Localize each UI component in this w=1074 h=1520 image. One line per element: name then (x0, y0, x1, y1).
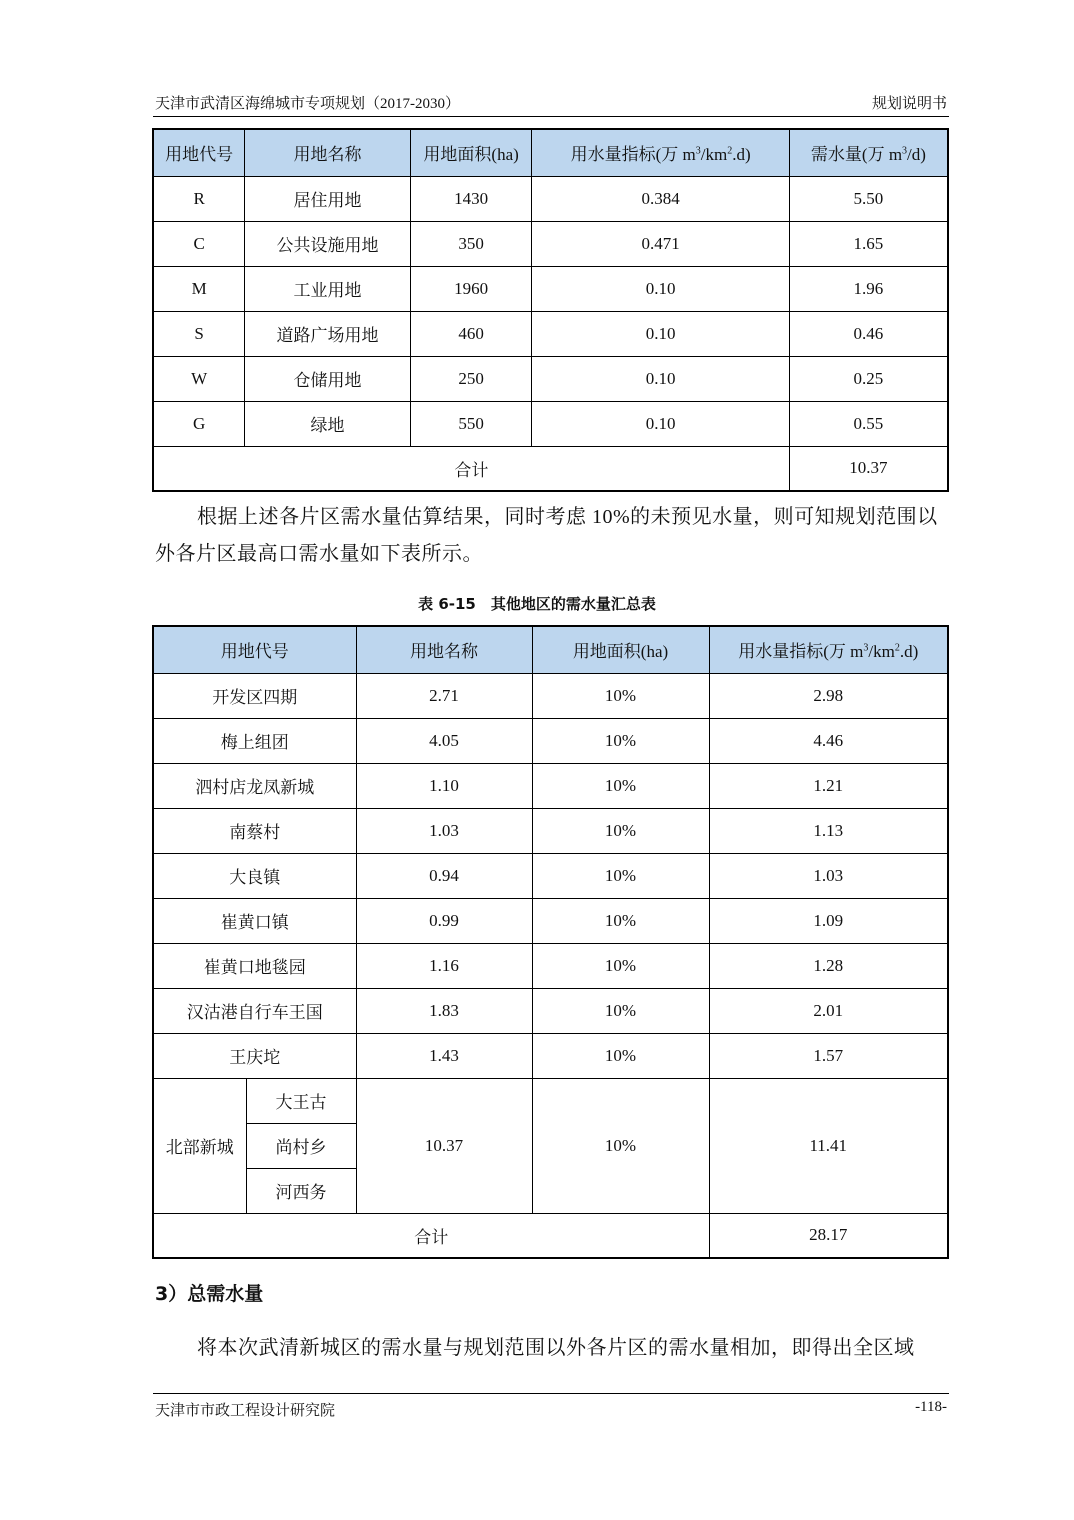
table-row (153, 1033, 948, 1078)
cell-demand: 1.96 (789, 266, 948, 311)
section-heading: 3）总需水量 (155, 1283, 264, 1305)
body-paragraph: 将本次武清新城区的需水量与规划范围以外各片区的需水量相加，即得出全区域 (197, 1337, 915, 1359)
total-row (153, 1213, 948, 1258)
cell-demand: 2.98 (709, 673, 948, 718)
cell-demand: 1.03 (709, 853, 948, 898)
cell-area-name: 崔黄口镇 (153, 898, 356, 943)
footer-institute: 天津市市政工程设计研究院 (155, 1403, 336, 1419)
table-row (153, 401, 948, 446)
cell-area-name: 南蔡村 (153, 808, 356, 853)
table-row (153, 853, 948, 898)
total-row (153, 446, 948, 491)
cell-demand: 0.46 (789, 311, 948, 356)
cell-name: 仓储用地 (245, 356, 411, 401)
table-row (153, 808, 948, 853)
group-sub-item: 大王古 (246, 1078, 356, 1123)
cell-index: 0.10 (532, 266, 789, 311)
col-header-code: 用地代号 (153, 129, 245, 176)
cell-code: C (153, 221, 245, 266)
table-row (153, 988, 948, 1033)
cell-index: 0.384 (532, 176, 789, 221)
table-header-row (153, 626, 948, 673)
cell-value: 1.10 (356, 763, 532, 808)
cell-value: 1.03 (356, 808, 532, 853)
col-header-name: 用地名称 (356, 626, 532, 673)
cell-area: 460 (410, 311, 532, 356)
group-sub-item: 河西务 (246, 1168, 356, 1213)
col-header-area: 用地面积(ha) (532, 626, 709, 673)
cell-percent: 10% (532, 988, 709, 1033)
col-header-demand: 需水量(万 $m^3/d$) (789, 129, 948, 176)
cell-percent: 10% (532, 673, 709, 718)
cell-area-name: 王庆坨 (153, 1033, 356, 1078)
table-row (153, 943, 948, 988)
cell-demand: 5.50 (789, 176, 948, 221)
group-value: 10.37 (356, 1078, 532, 1213)
cell-percent: 10% (532, 898, 709, 943)
table-row (153, 763, 948, 808)
cell-area-name: 开发区四期 (153, 673, 356, 718)
cell-demand: 0.25 (789, 356, 948, 401)
cell-code: W (153, 356, 245, 401)
cell-index: 0.10 (532, 356, 789, 401)
cell-percent: 10% (532, 763, 709, 808)
cell-code: R (153, 176, 245, 221)
table-row (153, 898, 948, 943)
cell-demand: 1.13 (709, 808, 948, 853)
table-row (153, 266, 948, 311)
cell-percent: 10% (532, 853, 709, 898)
other-areas-demand-table (152, 625, 949, 1259)
cell-percent: 10% (532, 808, 709, 853)
col-header-index: 用水量指标(万 $m^3/km^2.d$) (532, 129, 789, 176)
cell-value: 0.94 (356, 853, 532, 898)
total-label: 合计 (153, 446, 789, 491)
cell-area: 1430 (410, 176, 532, 221)
cell-demand: 0.55 (789, 401, 948, 446)
cell-name: 居住用地 (245, 176, 411, 221)
group-row (153, 1078, 948, 1123)
cell-value: 1.16 (356, 943, 532, 988)
cell-area-name: 梅上组团 (153, 718, 356, 763)
cell-index: 0.10 (532, 401, 789, 446)
cell-name: 绿地 (245, 401, 411, 446)
cell-percent: 10% (532, 943, 709, 988)
cell-demand: 1.21 (709, 763, 948, 808)
total-label: 合计 (153, 1213, 709, 1258)
cell-demand: 1.65 (789, 221, 948, 266)
cell-demand: 2.01 (709, 988, 948, 1033)
table-row (153, 311, 948, 356)
table-caption: 表 6-15 其他地区的需水量汇总表 (418, 595, 656, 613)
cell-area-name: 泗村店龙凤新城 (153, 763, 356, 808)
header-doc-type: 规划说明书 (871, 96, 947, 112)
table-header-row (153, 129, 948, 176)
cell-code: S (153, 311, 245, 356)
cell-demand: 1.09 (709, 898, 948, 943)
group-sub-item: 尚村乡 (246, 1123, 356, 1168)
cell-demand: 1.57 (709, 1033, 948, 1078)
group-percent: 10% (532, 1078, 709, 1213)
cell-name: 道路广场用地 (245, 311, 411, 356)
table-row (153, 221, 948, 266)
table-row (153, 176, 948, 221)
cell-value: 1.43 (356, 1033, 532, 1078)
cell-demand: 1.28 (709, 943, 948, 988)
page-header (153, 90, 949, 117)
col-header-index: 用水量指标(万 $m^3/km^2.d$) (709, 626, 948, 673)
group-label: 北部新城 (153, 1078, 246, 1213)
table-row (153, 356, 948, 401)
cell-code: G (153, 401, 245, 446)
total-value: 28.17 (709, 1213, 948, 1258)
cell-code: M (153, 266, 245, 311)
col-header-area: 用地面积(ha) (410, 129, 532, 176)
cell-area: 550 (410, 401, 532, 446)
cell-index: 0.471 (532, 221, 789, 266)
total-value: 10.37 (789, 446, 948, 491)
cell-area-name: 汉沽港自行车王国 (153, 988, 356, 1033)
body-paragraph: 根据上述各片区需水量估算结果，同时考虑 10%的未预见水量，则可知规划范围以外各片区最高口需水量如下表所示。 (155, 506, 938, 565)
cell-percent: 10% (532, 718, 709, 763)
cell-index: 0.10 (532, 311, 789, 356)
cell-area-name: 大良镇 (153, 853, 356, 898)
cell-name: 公共设施用地 (245, 221, 411, 266)
col-header-code: 用地代号 (153, 626, 356, 673)
page-footer (153, 1393, 949, 1424)
cell-value: 1.83 (356, 988, 532, 1033)
cell-area-name: 崔黄口地毯园 (153, 943, 356, 988)
cell-area: 250 (410, 356, 532, 401)
cell-value: 2.71 (356, 673, 532, 718)
table-row (153, 673, 948, 718)
table-row (153, 718, 948, 763)
group-demand: 11.41 (709, 1078, 948, 1213)
cell-percent: 10% (532, 1033, 709, 1078)
page-number: -118- (915, 1399, 947, 1415)
cell-area: 350 (410, 221, 532, 266)
col-header-name: 用地名称 (245, 129, 411, 176)
cell-value: 4.05 (356, 718, 532, 763)
cell-area: 1960 (410, 266, 532, 311)
cell-name: 工业用地 (245, 266, 411, 311)
header-title: 天津市武清区海绵城市专项规划（2017-2030） (155, 96, 460, 112)
cell-demand: 4.46 (709, 718, 948, 763)
land-use-demand-table (152, 128, 949, 492)
cell-value: 0.99 (356, 898, 532, 943)
